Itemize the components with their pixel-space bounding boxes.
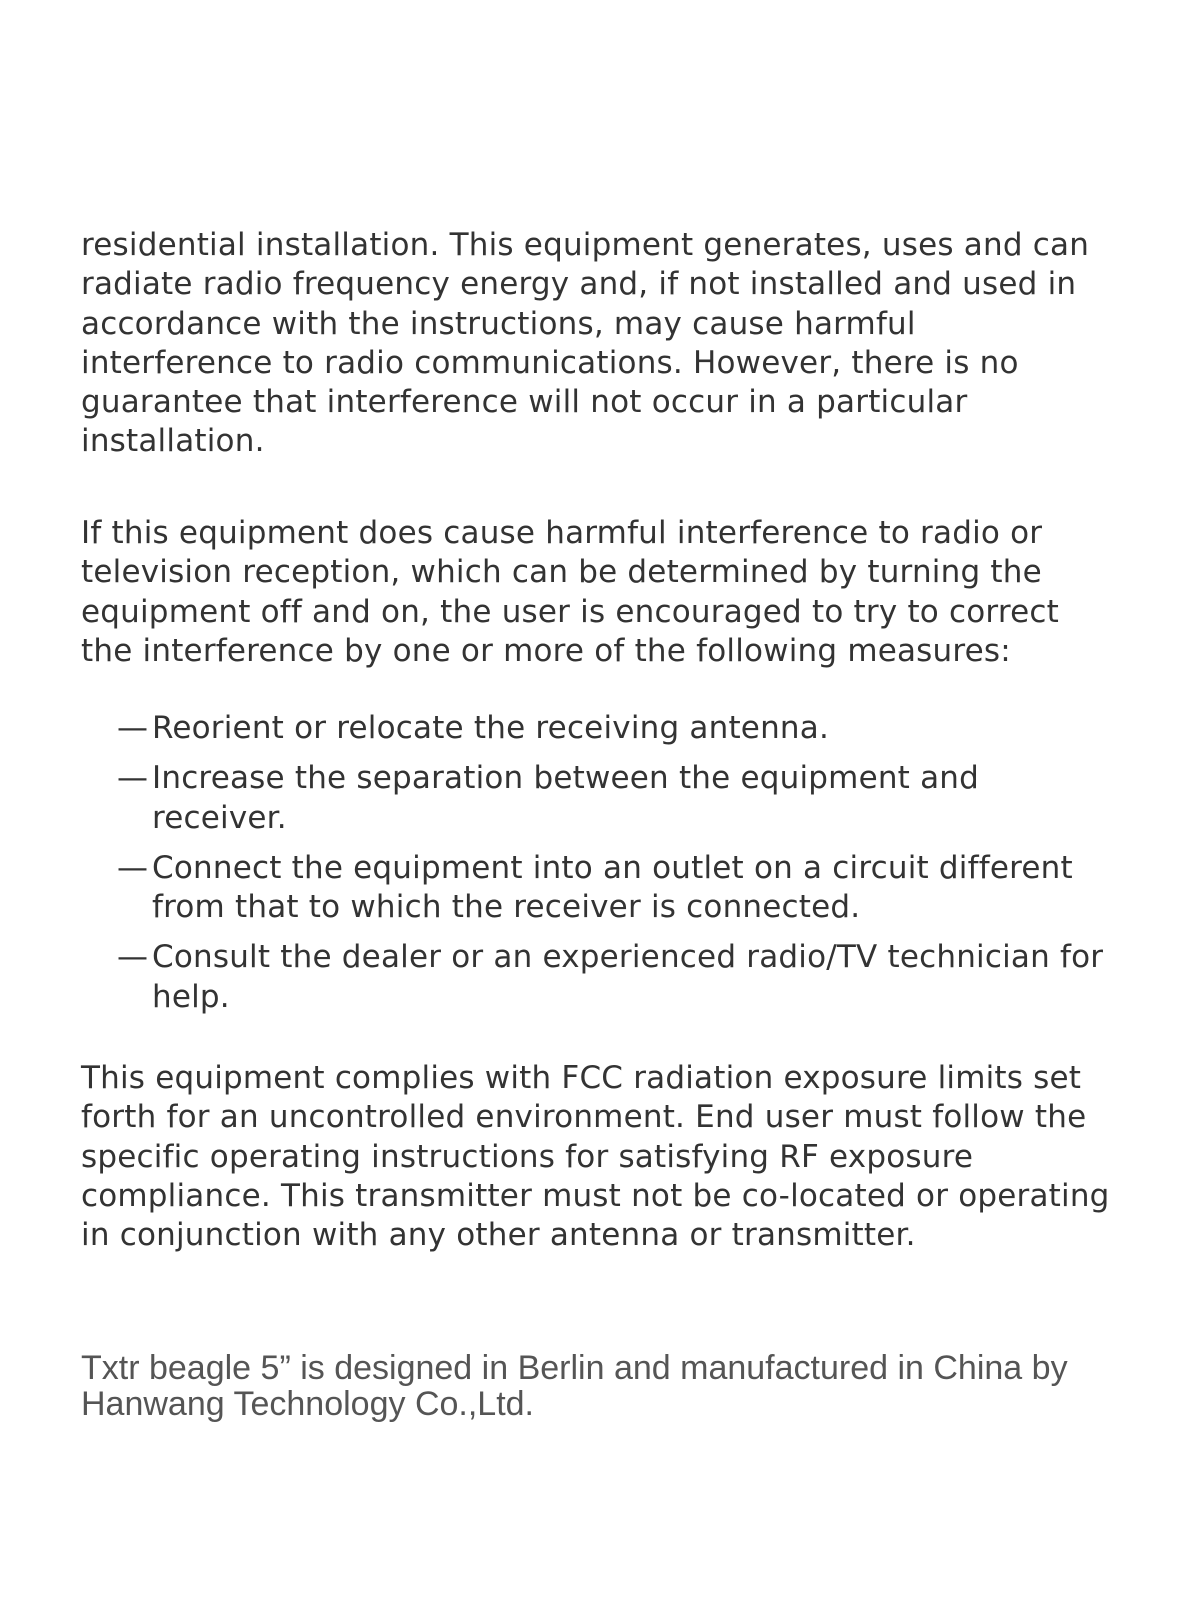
interference-intro-paragraph: residential installation. This equipment generates, uses and can radiate radio frequency energy and, if not installed and used in accordance with the instructions, may cause harmful interference to radio communications. However, there is no guarantee that interference will not occur in a particular installation. bbox=[81, 227, 1090, 460]
dash-bullet: — bbox=[117, 939, 149, 976]
list-item bbox=[117, 849, 1107, 928]
manufacturer-footer: Txtr beagle 5” is designed in Berlin and manufactured in China by Hanwang Technology Co.,Ltd. bbox=[81, 1349, 1068, 1423]
dash-bullet: — bbox=[117, 849, 149, 886]
measure-text: Reorient or relocate the receiving antenna. bbox=[152, 710, 830, 746]
list-item bbox=[117, 938, 1107, 1017]
measures-list bbox=[117, 709, 1107, 1028]
measure-text: Connect the equipment into an outlet on a circuit different from that to which the receiver is connected. bbox=[152, 849, 1073, 926]
harmful-interference-paragraph: If this equipment does cause harmful interference to radio or television reception, which can be determined by turning the equipment off and on, the user is encouraged to try to correct the interference by one or more of the following measures: bbox=[81, 515, 1059, 669]
dash-bullet: — bbox=[117, 710, 149, 746]
measure-text: Consult the dealer or an experienced radio/TV technician for help. bbox=[152, 939, 1104, 1015]
measure-text: Increase the separation between the equipment and receiver. bbox=[152, 760, 980, 836]
fcc-exposure-paragraph: This equipment complies with FCC radiation exposure limits set forth for an uncontrolled environment. End user must follow the specific operating instructions for satisfying RF exposure compliance. This transmitter must not be co-located or operating in conjunction with any other antenna or transmitter. bbox=[81, 1060, 1110, 1254]
list-item bbox=[117, 759, 1107, 838]
list-item bbox=[117, 709, 1107, 748]
dash-bullet: — bbox=[117, 760, 149, 797]
